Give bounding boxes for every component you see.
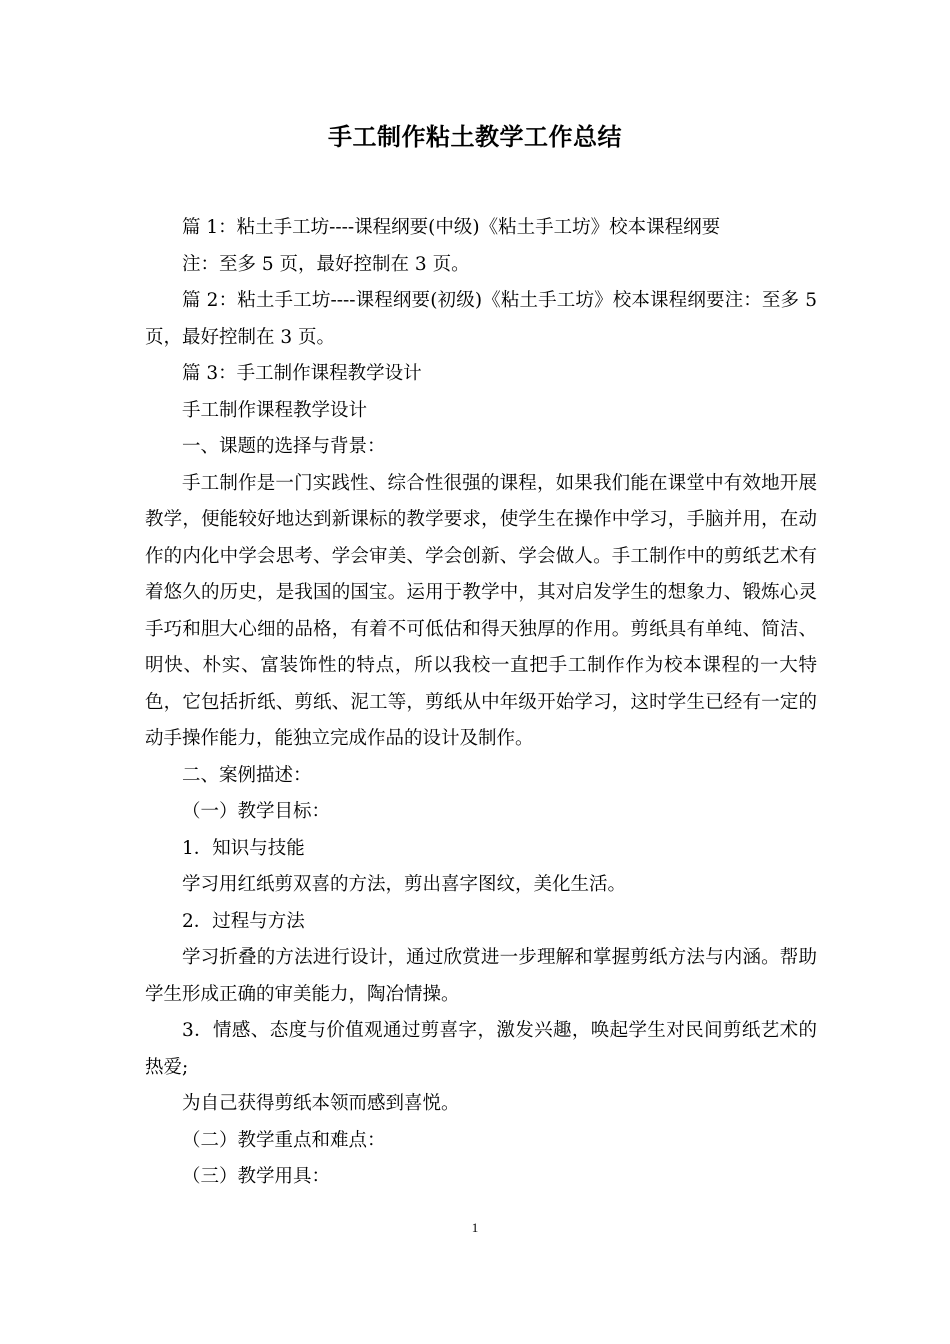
- list-item-heading: 1．知识与技能: [182, 837, 305, 859]
- paragraph: 篇 3：手工制作课程教学设计: [182, 363, 422, 384]
- paragraph: 篇 1：粘土手工坊----课程纲要(中级)《粘土手工坊》校本课程纲要: [182, 217, 721, 238]
- document-title: 手工制作粘土教学工作总结: [328, 123, 622, 151]
- page-number: 1: [471, 1220, 479, 1235]
- paragraph: 篇 2：粘土手工坊----课程纲要(初级)《粘土手工坊》校本课程纲要注：至多 5 页，最好控制在 3 页。: [145, 290, 817, 348]
- list-item-heading: 2．过程与方法: [182, 910, 305, 932]
- paragraph: 学习用红纸剪双喜的方法，剪出喜字图纹，美化生活。: [182, 874, 627, 895]
- subsection-heading: （二）教学重点和难点：: [182, 1129, 386, 1151]
- document-body: [145, 210, 817, 1196]
- section-heading: 一、课题的选择与背景：: [182, 436, 386, 457]
- paragraph: 注：至多 5 页，最好控制在 3 页。: [182, 253, 470, 275]
- subsection-heading: （一）教学目标：: [182, 801, 331, 822]
- paragraph: 手工制作是一门实践性、综合性很强的课程，如果我们能在课堂中有效地开展教学，便能较好地达到新课标的教学要求，使学生在操作中学习，手脑并用，在动作的内化中学会思考、学会审美、学会创新、学会做人。手工制作中的剪纸艺术有着悠久的历史，是我国的国宝。运用于教学中，其对启发学生的想象力、锻炼心灵手巧和胆大心细的品格，有着不可低估和得天独厚的作用。剪纸具有单纯、简洁、明快、朴实、富装饰性的特点，所以我校一直把手工制作作为校本课程的一大特色，它包括折纸、剪纸、泥工等，剪纸从中年级开始学习，这时学生已经有一定的动手操作能力，能独立完成作品的设计及制作。: [145, 472, 817, 749]
- section-heading: 二、案例描述：: [182, 764, 312, 786]
- paragraph: 学习折叠的方法进行设计，通过欣赏进一步理解和掌握剪纸方法与内涵。帮助学生形成正确的审美能力，陶冶情操。: [145, 947, 817, 1005]
- paragraph: 手工制作课程教学设计: [182, 399, 368, 421]
- paragraph: 为自己获得剪纸本领而感到喜悦。: [182, 1093, 460, 1114]
- subsection-heading: （三）教学用具：: [182, 1166, 331, 1187]
- paragraph: 3．情感、态度与价值观通过剪喜字，激发兴趣，唤起学生对民间剪纸艺术的热爱;: [145, 1020, 817, 1078]
